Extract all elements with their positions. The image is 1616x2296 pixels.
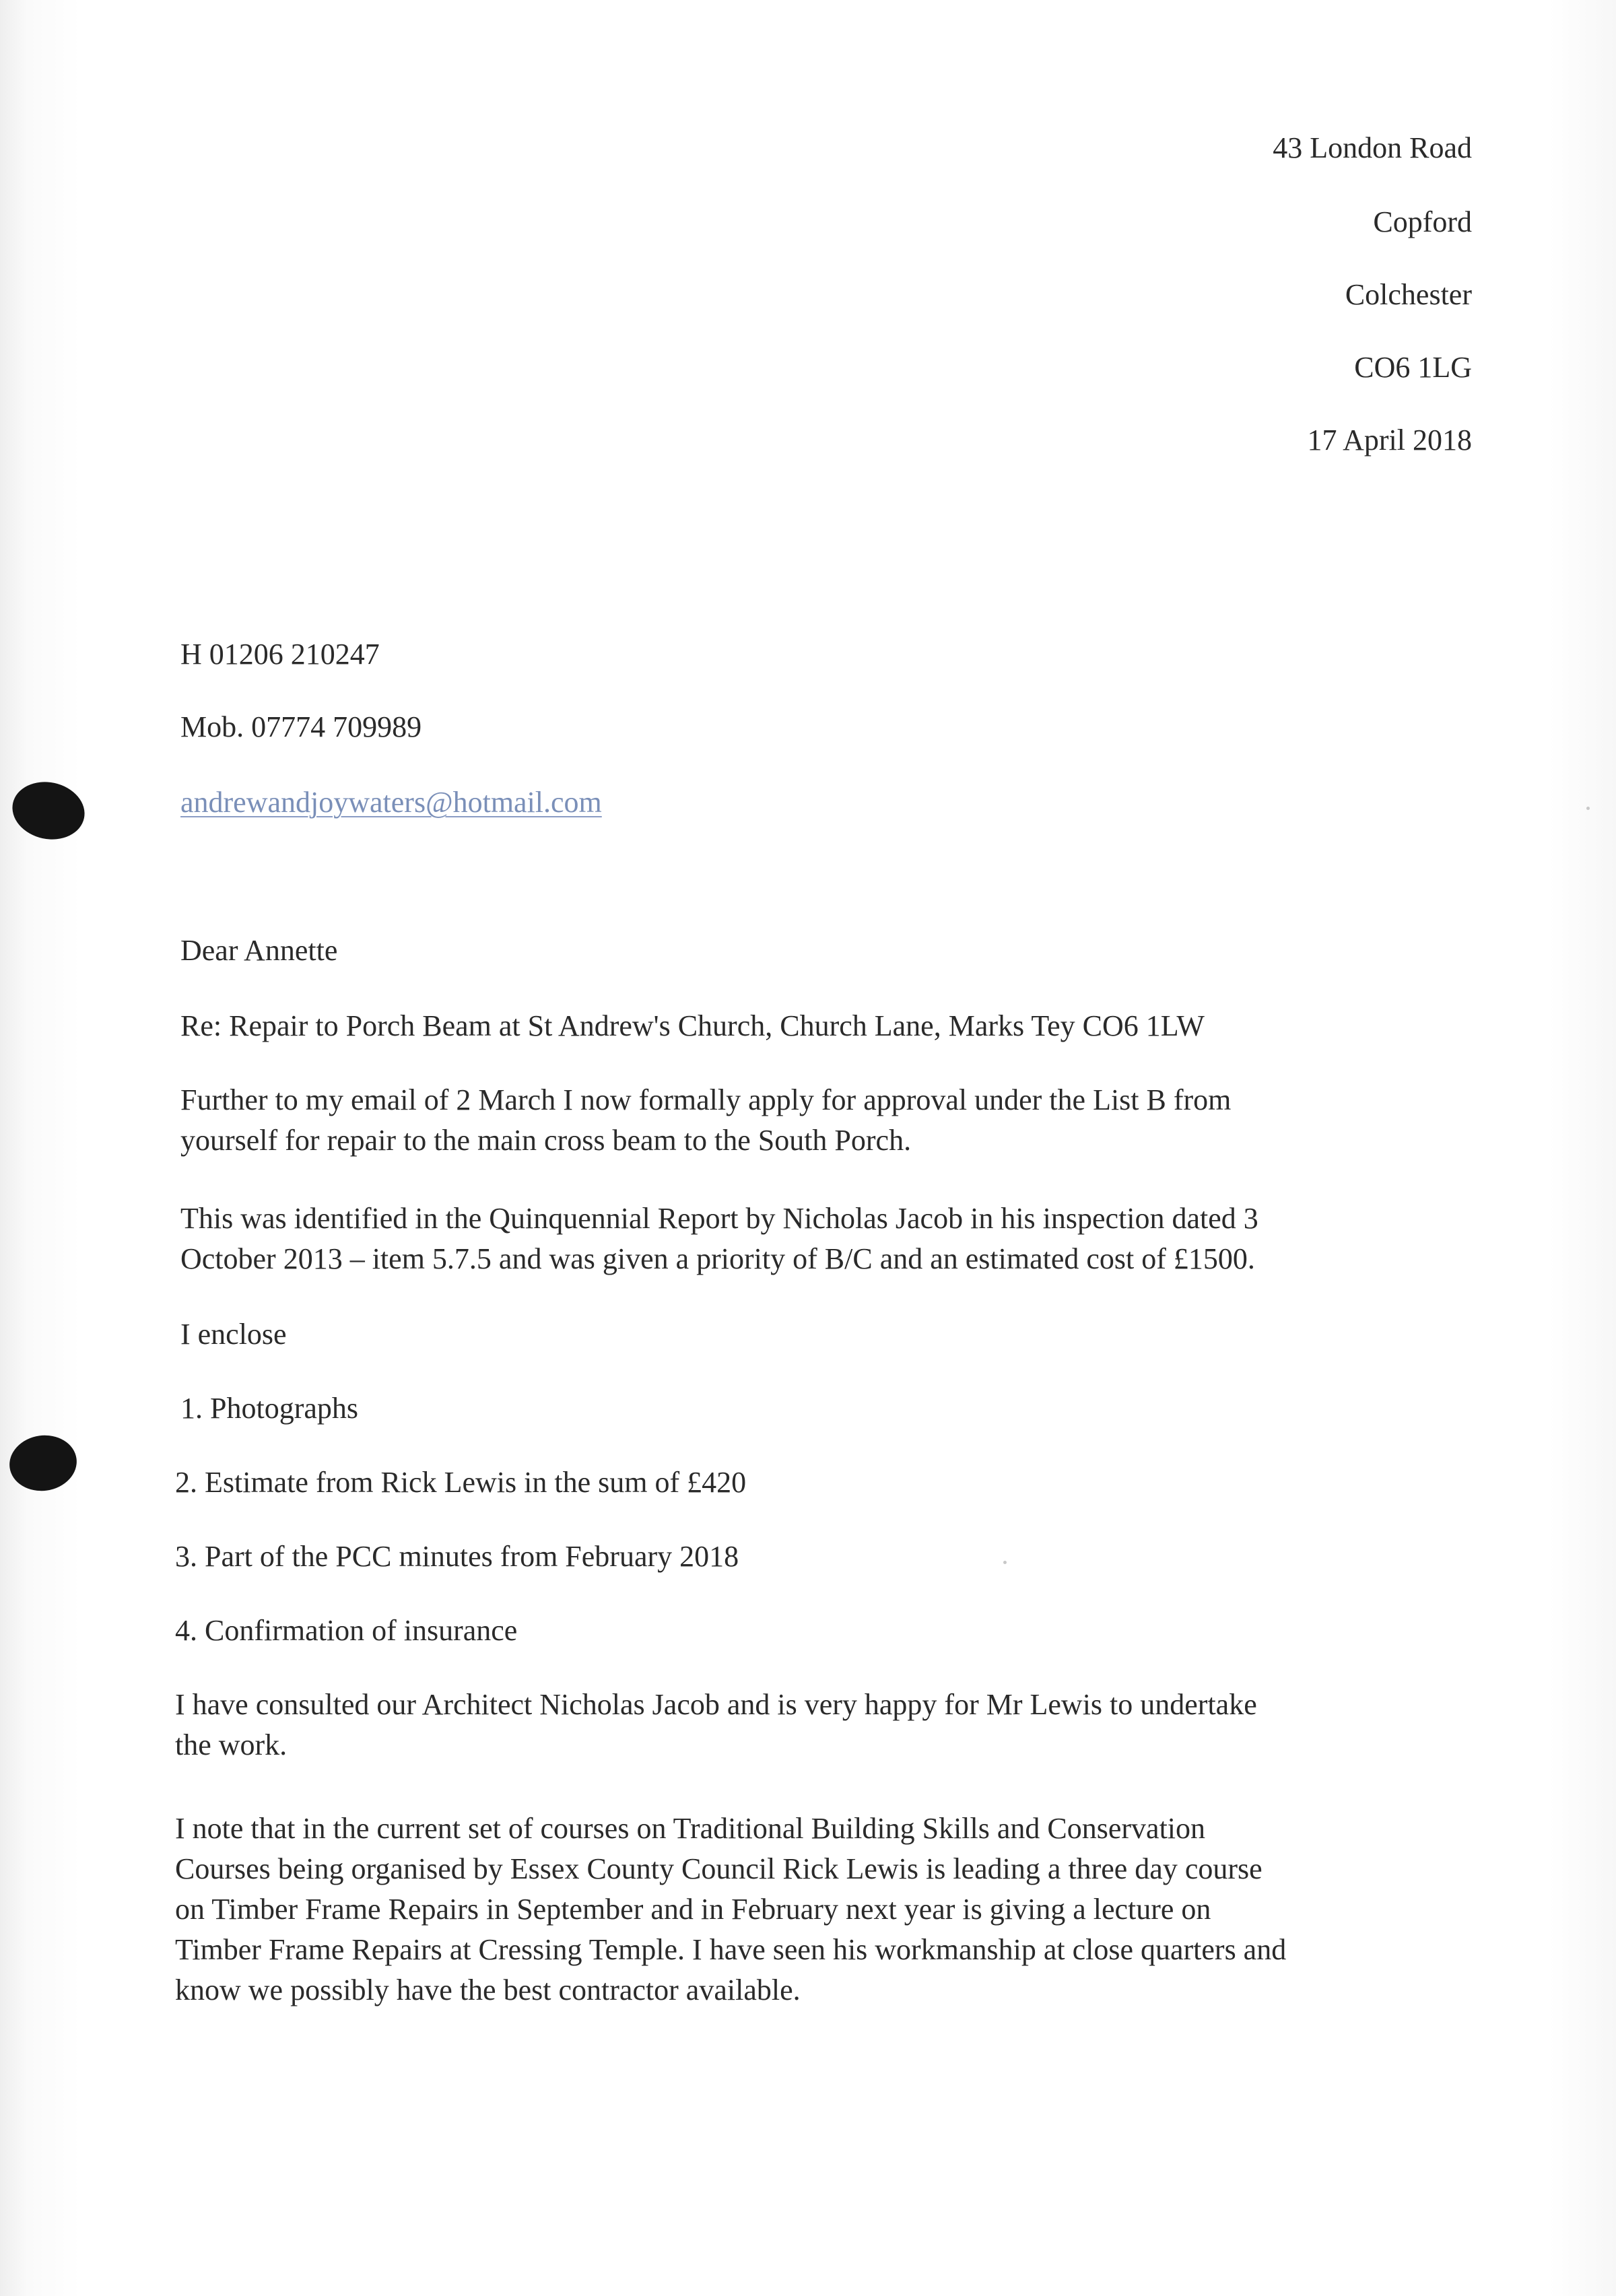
enclosure-item: 2. Estimate from Rick Lewis in the sum of £420 [175, 1466, 747, 1499]
paragraph-4 [175, 1809, 1286, 2011]
paragraph-4-line-1: I note that in the current set of courses on Traditional Building Skills and Conservation [175, 1812, 1206, 1845]
paragraph-1 [180, 1080, 1231, 1161]
salutation: Dear Annette [180, 934, 338, 967]
paragraph-3 [175, 1685, 1257, 1765]
paragraph-2-line-2: October 2013 – item 5.7.5 and was given a priority of B/C and an estimated cost of £1500. [180, 1242, 1255, 1275]
letter-date: 17 April 2018 [1307, 424, 1472, 457]
enclose-intro: I enclose [180, 1318, 287, 1351]
enclosure-item: 1. Photographs [180, 1392, 358, 1425]
paragraph-2 [180, 1198, 1258, 1279]
paragraph-2-line-1: This was identified in the Quinquennial Report by Nicholas Jacob in his inspection dated 3 [180, 1202, 1258, 1235]
paragraph-4-line-2: Courses being organised by Essex County Council Rick Lewis is leading a three day course [175, 1852, 1262, 1885]
enclosure-item: 4. Confirmation of insurance [175, 1614, 518, 1647]
paragraph-3-line-2: the work. [175, 1728, 288, 1761]
paragraph-4-line-5: know we possibly have the best contractor available. [175, 1973, 801, 2006]
subject-line: Re: Repair to Porch Beam at St Andrew's Church, Church Lane, Marks Tey CO6 1LW [180, 1009, 1205, 1042]
punch-hole-bottom [6, 1431, 80, 1495]
paragraph-1-line-1: Further to my email of 2 March I now formally apply for approval under the List B from [180, 1083, 1232, 1116]
paper-speck [1586, 807, 1590, 810]
mobile-phone: Mob. 07774 709989 [180, 710, 422, 743]
email-link[interactable]: andrewandjoywaters@hotmail.com [180, 786, 602, 819]
enclosure-item: 3. Part of the PCC minutes from February 2018 [175, 1540, 739, 1573]
address-street: 43 London Road [1273, 131, 1472, 164]
address-village: Copford [1373, 205, 1472, 238]
paragraph-3-line-1: I have consulted our Architect Nicholas Jacob and is very happy for Mr Lewis to undertake [175, 1688, 1257, 1721]
paper-speck [1003, 1561, 1007, 1564]
paragraph-1-line-2: yourself for repair to the main cross beam to the South Porch. [180, 1124, 912, 1157]
home-phone: H 01206 210247 [180, 638, 380, 671]
punch-hole-top [7, 776, 90, 846]
address-postcode: CO6 1LG [1354, 351, 1472, 384]
paragraph-4-line-4: Timber Frame Repairs at Cressing Temple. I have seen his workmanship at close quarters and [175, 1933, 1287, 1966]
paragraph-4-line-3: on Timber Frame Repairs in September and in February next year is giving a lecture on [175, 1893, 1211, 1926]
address-town: Colchester [1345, 278, 1472, 311]
